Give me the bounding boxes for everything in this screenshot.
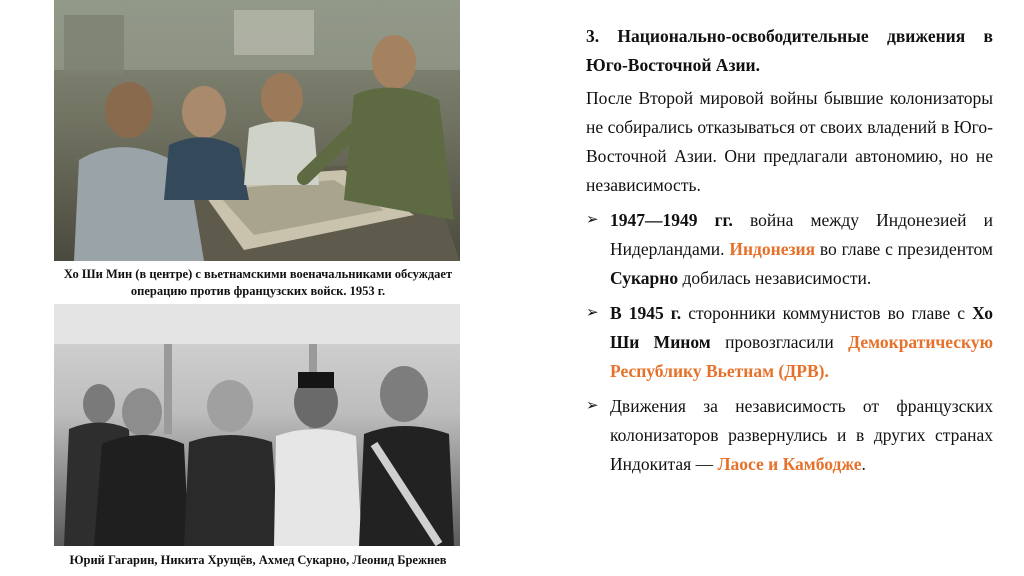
section-heading: 3. Национально-освободительные движения в Юго-Восточной Азии. — [586, 26, 993, 75]
intro-paragraph: После Второй мировой войны бывшие колонизаторы не собирались отказываться от своих владений в Юго-Восточной Азии. Они предлагали автономию, но не независимость. — [586, 88, 993, 195]
bullet-indochina — [586, 392, 993, 479]
bullet-indonesia — [586, 206, 993, 293]
bullet-text: . — [861, 454, 866, 474]
bullet-text: сторонники коммунистов во главе с — [681, 303, 973, 323]
caption-line-2: операцию против французских войск. 1953 г. — [130, 284, 386, 298]
bullet-text: провозгласили — [710, 332, 849, 352]
bullet-date: В 1945 г. — [610, 303, 682, 323]
bullet-text: Движения за независимость от французских колонизаторов развернулись и в других странах Индокитая — — [610, 396, 993, 474]
bullet-vietnam — [586, 299, 993, 386]
leaders-photo — [54, 304, 460, 546]
highlight-term: Демократическую Республику Вьетнам (ДРВ). — [610, 332, 993, 381]
bullet-text: война между Индонезией и Нидерландами. — [610, 210, 993, 259]
bold-name: Хо Ши Мином — [610, 303, 993, 352]
bullet-text: добилась независимости. — [678, 268, 872, 288]
meeting-photo-caption — [14, 266, 502, 300]
highlight-term: Лаосе и Камбодже — [717, 454, 862, 474]
highlight-term: Индонезия — [729, 239, 816, 259]
meeting-photo — [54, 0, 460, 261]
arrow-bullet-icon: ➢ — [586, 305, 599, 321]
caption-line-1: Хо Ши Мин (в центре) с вьетнамскими военачальниками обсуждает — [63, 267, 453, 281]
bullet-date: 1947—1949 гг. — [610, 210, 733, 230]
text-column — [586, 22, 993, 485]
arrow-bullet-icon: ➢ — [586, 212, 599, 228]
leaders-photo-caption: Юрий Гагарин, Никита Хрущёв, Ахмед Сукарно, Леонид Брежнев — [69, 553, 447, 567]
arrow-bullet-icon: ➢ — [586, 398, 599, 414]
bold-name: Сукарно — [610, 268, 679, 288]
bullet-text: во главе с президентом — [815, 239, 994, 259]
